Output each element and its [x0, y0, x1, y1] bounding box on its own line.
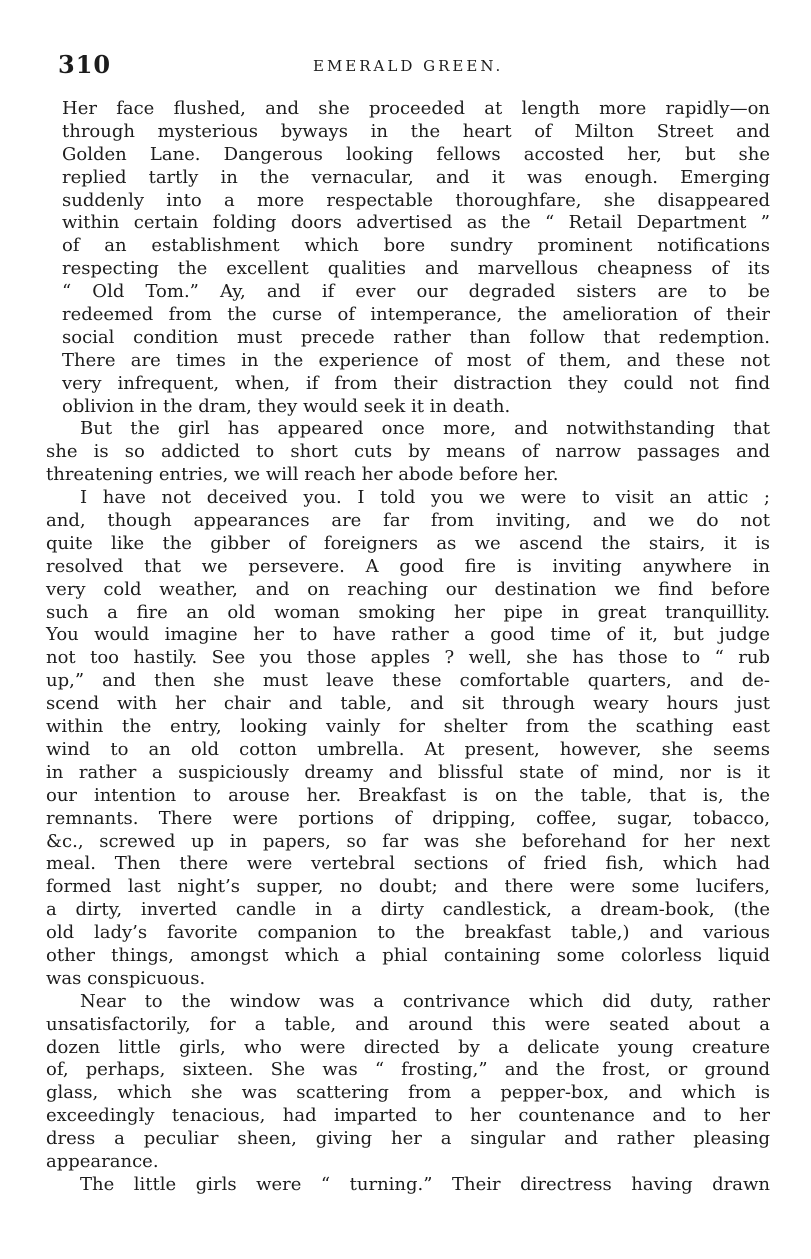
paragraph	[46, 1174, 770, 1197]
text-line: You would imagine her to have rather a good time of it, but judge	[46, 624, 770, 646]
text-line: other things, amongst which a phial containing some colorless liquid	[46, 944, 770, 966]
text-line: suddenly into a more respectable thoroughfare, she disappeared	[62, 189, 770, 211]
text-line: was conspicuous.	[46, 967, 206, 989]
paragraph	[46, 418, 770, 487]
text-line: oblivion in the dram, they would seek it in death.	[62, 395, 511, 417]
paragraph	[46, 487, 770, 991]
text-line: old lady’s favorite companion to the breakfast table,) and various	[46, 922, 770, 944]
text-line: replied tartly in the vernacular, and it was enough. Emerging	[62, 166, 770, 188]
text-line: But the girl has appeared once more, and notwithstanding that	[80, 418, 770, 440]
text-line: very cold weather, and on reaching our destination we find before	[46, 578, 770, 600]
text-line: dozen little girls, who were directed by a delicate young creature	[46, 1036, 770, 1058]
text-line: our intention to arouse her. Breakfast is on the table, that is, the	[46, 784, 770, 806]
text-line: she is so addicted to short cuts by means of narrow passages and	[46, 441, 770, 463]
text-line: Near to the window was a contrivance which did duty, rather	[80, 990, 770, 1012]
text-line: quite like the gibber of foreigners as we ascend the stairs, it is	[46, 532, 770, 554]
text-line: scend with her chair and table, and sit through weary hours just	[46, 693, 770, 715]
text-line: meal. Then there were vertebral sections of fried fish, which had	[46, 853, 770, 875]
paragraph	[46, 98, 770, 418]
text-line: “ Old Tom.” Ay, and if ever our degraded sisters are to be	[62, 281, 770, 303]
text-line: Golden Lane. Dangerous looking fellows accosted her, but she	[62, 143, 770, 165]
text-line: dress a peculiar sheen, giving her a singular and rather pleasing	[46, 1128, 770, 1150]
page-header	[58, 50, 768, 80]
text-line: &c., screwed up in papers, so far was she beforehand for her next	[46, 830, 770, 852]
body-text	[46, 98, 770, 1197]
text-line: There are times in the experience of most of them, and these not	[62, 349, 770, 371]
text-line: up,” and then she must leave these comfortable quarters, and de-	[46, 670, 770, 692]
text-line: exceedingly tenacious, had imparted to her countenance and to her	[46, 1105, 770, 1127]
text-line: wind to an old cotton umbrella. At present, however, she seems	[46, 738, 770, 760]
text-line: resolved that we persevere. A good fire is inviting anywhere in	[46, 555, 770, 577]
text-line: such a fire an old woman smoking her pipe in great tranquillity.	[46, 601, 770, 623]
running-title: EMERALD GREEN.	[313, 57, 504, 75]
page-number: 310	[58, 50, 112, 79]
text-line: threatening entries, we will reach her abode before her.	[46, 464, 559, 486]
text-line: The little girls were “ turning.” Their directress having drawn	[80, 1173, 770, 1195]
text-line: very infrequent, when, if from their distraction they could not find	[62, 372, 770, 394]
paragraph	[46, 991, 770, 1174]
text-line: not too hastily. See you those apples ? well, she has those to “ rub	[46, 647, 770, 669]
text-line: remnants. There were portions of dripping, coffee, sugar, tobacco,	[46, 807, 770, 829]
text-line: formed last night’s supper, no doubt; and there were some lucifers,	[46, 876, 770, 898]
text-line: glass, which she was scattering from a pepper-box, and which is	[46, 1082, 770, 1104]
text-line: redeemed from the curse of intemperance, the amelioration of their	[62, 304, 770, 326]
text-line: I have not deceived you. I told you we were to visit an attic ;	[80, 487, 770, 509]
text-line: through mysterious byways in the heart of Milton Street and	[62, 120, 770, 142]
text-line: social condition must precede rather than follow that redemption.	[62, 326, 770, 348]
text-line: appearance.	[46, 1150, 159, 1172]
text-line: a dirty, inverted candle in a dirty candlestick, a dream-book, (the	[46, 899, 770, 921]
text-line: in rather a suspiciously dreamy and blissful state of mind, nor is it	[46, 761, 770, 783]
text-line: unsatisfactorily, for a table, and around this were seated about a	[46, 1013, 770, 1035]
text-line: of, perhaps, sixteen. She was “ frosting,” and the frost, or ground	[46, 1059, 770, 1081]
text-line: respecting the excellent qualities and marvellous cheapness of its	[62, 258, 770, 280]
text-line: and, though appearances are far from inviting, and we do not	[46, 510, 770, 532]
text-line: within certain folding doors advertised as the “ Retail Department ”	[62, 212, 770, 234]
text-line: Her face flushed, and she proceeded at length more rapidly—on	[62, 98, 770, 119]
text-line: of an establishment which bore sundry prominent notifications	[62, 235, 770, 257]
text-line: within the entry, looking vainly for shelter from the scathing east	[46, 716, 770, 738]
